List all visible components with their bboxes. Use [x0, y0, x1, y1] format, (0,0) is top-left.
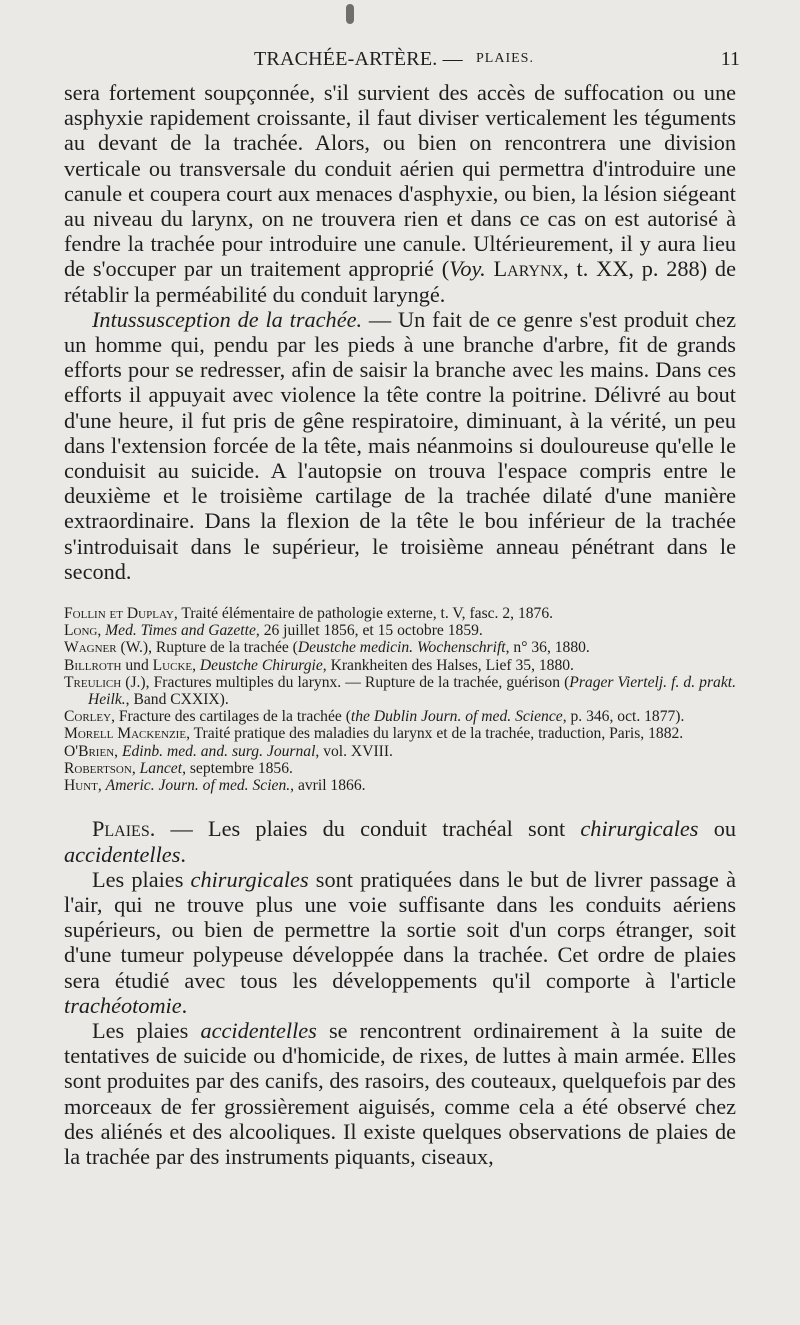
ref-journal: Deustche medicin. Wochenschrift — [297, 639, 506, 657]
ref-text-end: , n° 36, 1880. — [505, 639, 590, 657]
p5-text-b: se rencontrent ordinairement à la suite de tentatives de suicide ou d'homicide, de rixes, de luttes à main armée. Elles sont produites par des canifs, des rasoirs, des couteaux, quelquefois par des morceaux de fer grossièrement aiguisés, comme cela a été observé chez des aliénés et des alcooliques. Il existe quelques observations de plaies de la trachée par des instruments piquants, ciseaux, — [64, 1017, 736, 1169]
ref-text-end: , Band CXXIX). — [125, 691, 229, 709]
paragraph-plaies-accidentelles — [64, 1018, 736, 1169]
ref-author: Long — [64, 622, 98, 640]
paragraph-intussusception — [64, 307, 736, 584]
reference-item: Billroth und Lucke, Deustche Chirurgie, Krankheiten des Halses, Lief 35, 1880. — [64, 656, 574, 674]
p3-text-c: . — [180, 841, 186, 867]
header-title-text: TRACHÉE-ARTÈRE. — [254, 48, 438, 70]
p1-end: , t. XX, p. 288) de rétablir la perméabilité du conduit laryngé. — [64, 256, 736, 307]
reference-item — [64, 743, 736, 760]
ref-text: , Traité élémentaire de pathologie externe, t. V, fasc. 2, 1876. — [173, 605, 554, 623]
p4-text-a: Les plaies — [92, 866, 191, 892]
plaies-section — [64, 816, 736, 1169]
p5-accidentelles: accidentelles — [200, 1017, 317, 1043]
reference-item — [64, 760, 736, 777]
ref-author: Morell Mackenzie — [64, 725, 187, 743]
p3-accidentelles: accidentelles — [64, 841, 181, 867]
reference-item — [64, 708, 736, 725]
ref-text: , Traité pratique des maladies du larynx et de la trachée, traduction, Paris, 1882. — [186, 725, 684, 743]
p1-text: sera fortement soupçonnée, s'il survient des accès de suffocation ou une asphyxie rapidement croissante, il faut diviser verticalement les téguments au devant de la trachée. Alors, ou bien on rencontrera une division verticale ou transversale du conduit aérien qui permettra d'introduire une canule et coupera court aux menaces d'asphyxie, ou bien, la lésion siégeant au niveau du larynx, on ne trouvera rien et dans ce cas on est autorisé à fendre la trachée pour introduire une canule. Ultérieurement, il y aura lieu de s'occuper par un traitement approprié ( — [64, 80, 736, 282]
ref-text: (J.), Fractures multiples du larynx. — Rupture de la trachée, guérison ( — [121, 673, 570, 691]
intussusception-title: Intussusception de la trachée. — [92, 306, 363, 332]
bibliography — [64, 605, 736, 794]
ref-author: Wagner — [64, 639, 117, 657]
ref-journal: Med. Times and Gazette — [105, 622, 256, 640]
p4-text-b: sont pratiquées dans le but de livrer passage à l'air, qui ne trouve plus une voie suffisante dans les conduits aériens supérieurs, ou bien de permettre la sortie soit d'un corps étranger, soit d'une tumeur polypeuse développée dans la trachée. Cet ordre de plaies sera étudié avec tous les développements qu'il comporte à l'article — [64, 866, 736, 993]
reference-item — [64, 605, 736, 622]
p4-text-c: . — [181, 992, 188, 1018]
p1-larynx: Larynx — [493, 256, 564, 282]
ref-author: Hunt — [64, 777, 98, 795]
page-body — [64, 80, 736, 1169]
ref-text-end: , septembre 1856. — [182, 759, 293, 777]
page-number: 11 — [720, 48, 740, 70]
ref-text: , — [97, 622, 106, 640]
ref-author-2: Lucke — [152, 656, 193, 674]
ref-text-end: , 26 juillet 1856, et 15 octobre 1859. — [255, 622, 483, 640]
p3-text-b: ou — [698, 816, 736, 842]
ref-author: Robertson — [64, 759, 132, 777]
ink-blot-top — [346, 4, 354, 24]
reference-item — [64, 777, 736, 794]
ref-text-end: , vol. XVIII. — [315, 742, 393, 760]
header-title — [254, 48, 463, 70]
p4-tracheotomie: trachéotomie — [64, 992, 182, 1018]
reference-item — [64, 725, 736, 742]
ref-text-end: , Krankheiten des Halses, Lief 35, 1880. — [322, 656, 574, 674]
paragraph-continuation — [64, 80, 736, 307]
paragraph-plaies-intro — [64, 816, 736, 866]
ref-author: Corley — [64, 708, 112, 726]
intussusception-text: — Un fait de ce genre s'est produit chez un homme qui, pendu par les pieds à une branche d'arbre, fit de grands efforts pour se redresser, afin de saisir la branche avec les mains. Dans ces efforts il appuyait avec violence la tête contre la poitrine. Délivré au bout d'une heure, il fut pris de gêne respiratoire, diminuant, à la vérité, un peu dans l'extension forcée de la tête, mais néanmoins si douloureuse qu'elle le conduisit au suicide. A l'autopsie on trouva l'espace compris entre le deuxième et le troisième cartilage de la trachée dilaté d'une manière extraordinaire. Dans la flexion de la tête le bou inférieur de la trachée s'introduisait dans le supérieur, le troisième anneau pénétrant dans le second. — [64, 306, 736, 584]
header-section: PLAIES. — [476, 51, 534, 66]
ref-journal: Americ. Journ. of med. Scien. — [105, 777, 291, 795]
ref-journal: Edinb. med. and. surg. Journal — [121, 742, 316, 760]
plaies-heading: Plaies. — [92, 816, 156, 842]
p1-voy: Voy. — [449, 256, 486, 282]
ref-author: Billroth — [64, 656, 122, 674]
header-dash: — — [442, 48, 463, 70]
reference-item — [64, 674, 736, 708]
ref-text: , — [97, 777, 106, 795]
ref-text: , Fracture des cartilages de la trachée ( — [111, 708, 351, 726]
ref-journal: Lancet — [139, 759, 183, 777]
ref-journal: Deustche Chirurgie — [199, 656, 323, 674]
ref-journal: the Dublin Journ. of med. Science — [350, 708, 563, 726]
ref-text: , — [131, 759, 140, 777]
reference-item — [64, 639, 736, 656]
ref-text: und — [121, 656, 153, 674]
ref-text: (W.), Rupture de la trachée ( — [116, 639, 298, 657]
ref-journal: Prager Viertelj. f. d. prakt. Heilk. — [88, 673, 736, 709]
running-header — [64, 48, 740, 70]
paragraph-plaies-chirurgicales — [64, 867, 736, 1018]
ref-text: , — [114, 742, 122, 760]
ref-text-end: , p. 346, oct. 1877). — [562, 708, 685, 726]
reference-item — [64, 622, 736, 639]
ref-text-end: , avril 1866. — [290, 777, 366, 795]
ref-author: Treulich — [64, 673, 122, 691]
p5-text-a: Les plaies — [92, 1017, 201, 1043]
p3-text-a: — Les plaies du conduit trachéal sont — [155, 816, 581, 842]
p4-chirurgicales: chirurgicales — [190, 866, 309, 892]
p3-chirurgicales: chirurgicales — [580, 816, 699, 842]
ref-author: O'Brien — [64, 742, 115, 760]
ref-author: Follin et Duplay — [64, 605, 174, 623]
